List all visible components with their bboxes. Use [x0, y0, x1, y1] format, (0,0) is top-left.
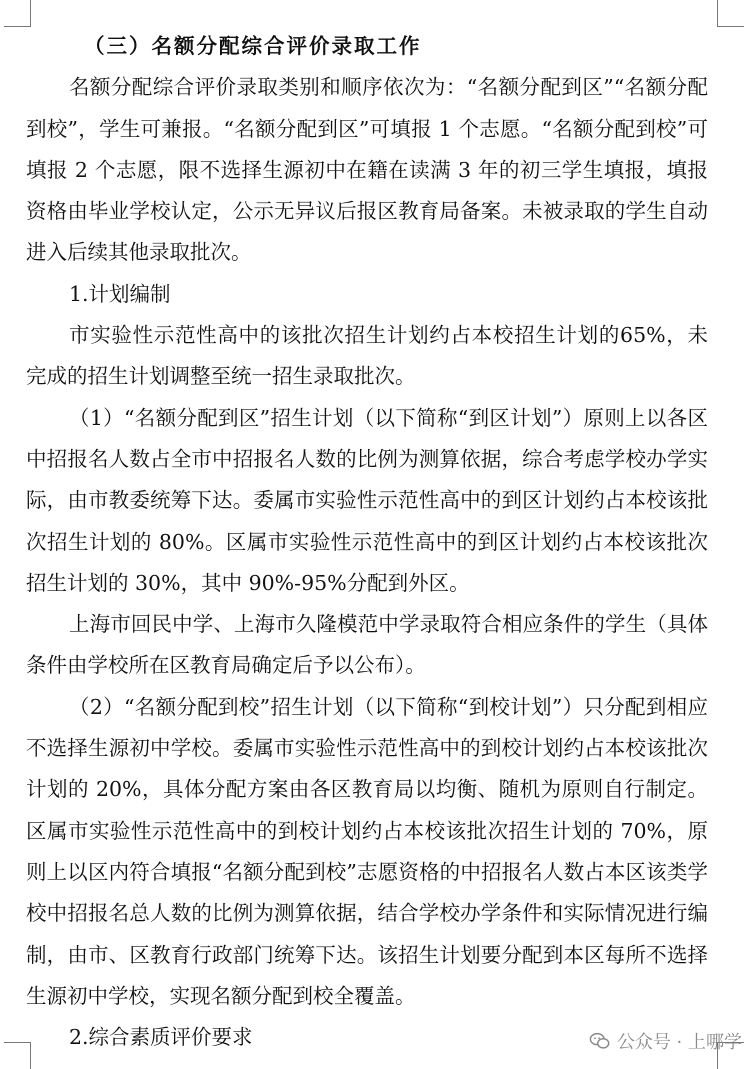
paragraph-special-schools: 上海市回民中学、上海市久隆模范中学录取符合相应条件的学生（具体条件由学校所在区教育局确定后予以公布）。 — [26, 612, 708, 678]
crop-mark-top-right — [717, 0, 744, 27]
paragraph-school-plan: （2）“名额分配到校”招生计划（以下简称“到校计划”）只分配到相应不选择生源初中学校。委属市实验性示范性高中的到校计划约占本校该批次计划的 20%，具体分配方案由各区教育局以均衡、随机为原则自行制定。区属市实验性示范性高中的到校计划约占本校该批次招生计划的 70%，原则上以区内符合填报“名额分配到校”志愿资格的中招报名人数占本区该类学校中招报名总人数的比例为测算依据，结合学校办学条件和实际情况进行编制，由市、区教育行政部门统筹下达。该招生计划要分配到本区每所不选择生源初中学校，实现名额分配到校全覆盖。 — [26, 694, 708, 1008]
subheading-evaluation: 2.综合素质评价要求 — [69, 1025, 253, 1050]
paragraph-admission-categories: 名额分配综合评价录取类别和顺序依次为：“名额分配到区”“名额分配到校”，学生可兼报。“名额分配到区”可填报 1 个志愿。“名额分配到校”可填报 2 个志愿，限不选择生源初中在籍在读满 3 年的初三学生填报，填报资格由毕业学校认定，公示无异议后报区教育局备案。未被录取的学生自动进入后续其他录取批次。 — [26, 75, 708, 265]
crop-mark-top-left — [4, 0, 31, 27]
paragraph-plan-share: 市实验性示范性高中的该批次招生计划约占本校招生计划的65%，未完成的招生计划调整至统一招生录取批次。 — [26, 323, 708, 389]
section-heading: （三）名额分配综合评价录取工作 — [84, 34, 422, 58]
watermark-text: 公众号 · 上哪学 — [616, 1032, 742, 1053]
watermark — [589, 1027, 742, 1055]
paragraph-district-plan: （1）“名额分配到区”招生计划（以下简称“到区计划”）原则上以各区中招报名人数占全市中招报名人数的比例为测算依据，综合考虑学校办学实际，由市教委统筹下达。委属市实验性示范性高中的到区计划约占本校该批次招生计划的 80%。区属市实验性示范性高中的到区计划约占本校该批次招生计划的 30%，其中 90%-95%分配到外区。 — [26, 405, 708, 595]
subheading-plan: 1.计划编制 — [69, 281, 171, 306]
wechat-icon — [589, 1030, 611, 1052]
document-body — [26, 26, 708, 1058]
